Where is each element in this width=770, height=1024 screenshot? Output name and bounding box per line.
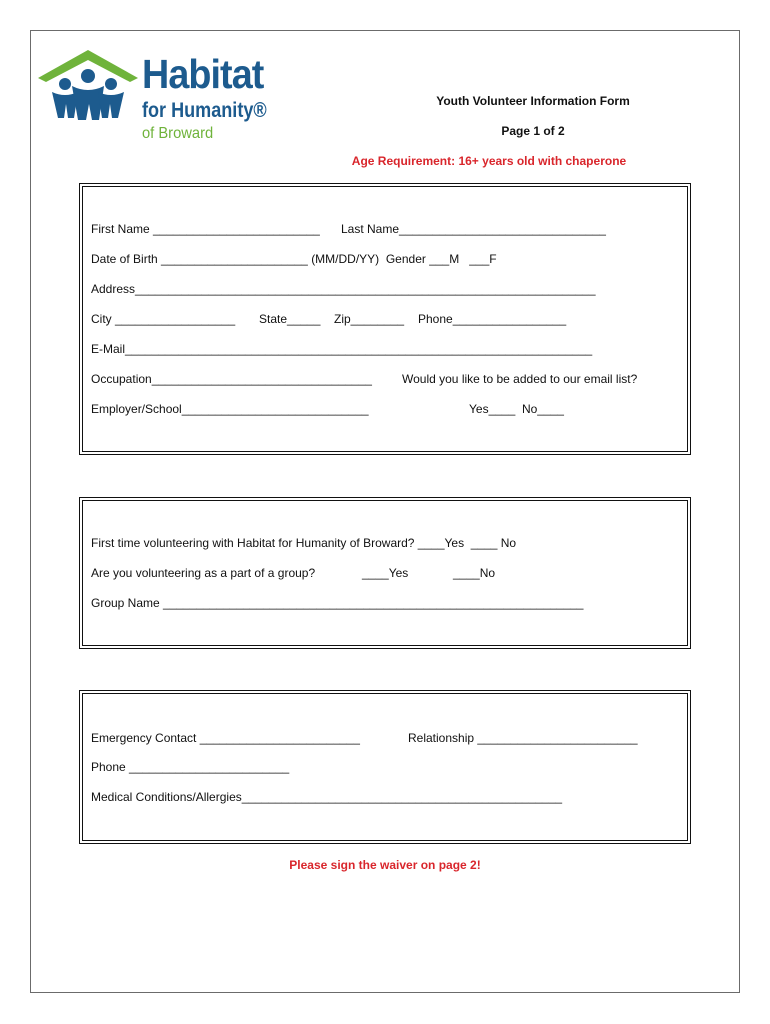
email-field[interactable]: E-Mail______________________________________________________________________ [91, 342, 593, 356]
zip-field[interactable]: Zip________ [334, 312, 405, 326]
logo-wordmark-humanity: for Humanity® [142, 99, 267, 122]
emergency-contact-field[interactable]: Emergency Contact ________________________ [91, 731, 360, 745]
last-name-field[interactable]: Last Name_______________________________ [341, 222, 606, 236]
first-time-volunteer-field[interactable]: First time volunteering with Habitat for Humanity of Broward? ____Yes ____ No [91, 536, 517, 550]
form-title: Youth Volunteer Information Form [436, 94, 630, 108]
relationship-field[interactable]: Relationship ________________________ [408, 731, 638, 745]
state-field[interactable]: State_____ [259, 312, 321, 326]
emergency-phone-field[interactable]: Phone ________________________ [91, 760, 290, 774]
city-field[interactable]: City __________________ [91, 312, 236, 326]
first-name-field[interactable]: First Name _________________________ [91, 222, 320, 236]
email-list-question: Would you like to be added to our email list? [402, 372, 638, 386]
group-name-field[interactable]: Group Name _______________________________________________________________ [91, 596, 584, 610]
occupation-field[interactable]: Occupation_________________________________ [91, 372, 372, 386]
group-question: Are you volunteering as a part of a group? [91, 566, 316, 580]
phone-field[interactable]: Phone_________________ [418, 312, 567, 326]
house-figures-icon [38, 48, 142, 123]
email-list-yes-no[interactable]: Yes____ No____ [469, 402, 564, 416]
logo-wordmark-broward: of Broward [142, 125, 214, 142]
address-field[interactable]: Address_____________________________________________________________________ [91, 282, 596, 296]
page-indicator: Page 1 of 2 [501, 124, 565, 138]
habitat-logo [38, 44, 278, 149]
group-yes-option[interactable]: ____Yes [362, 566, 409, 580]
employer-school-field[interactable]: Employer/School____________________________ [91, 402, 369, 416]
medical-conditions-field[interactable]: Medical Conditions/Allergies________________________________________________ [91, 790, 563, 804]
group-no-option[interactable]: ____No [453, 566, 496, 580]
dob-gender-field[interactable]: Date of Birth ______________________ (MM/DD/YY) Gender ___M ___F [91, 252, 497, 266]
waiver-reminder: Please sign the waiver on page 2! [289, 858, 481, 872]
logo-wordmark-habitat: Habitat [142, 51, 264, 97]
age-requirement: Age Requirement: 16+ years old with chaperone [351, 154, 627, 168]
